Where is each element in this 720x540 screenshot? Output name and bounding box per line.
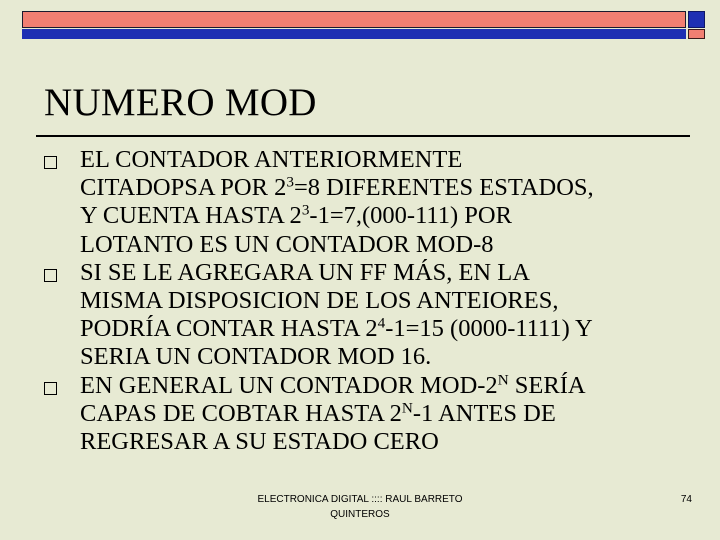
header-square-blue: [688, 11, 705, 28]
superscript-exponent: 4: [377, 314, 386, 332]
bullet-text: CITADOPSA POR 2: [80, 174, 287, 202]
bullet-line: [80, 259, 694, 287]
bullet-item: [44, 372, 694, 457]
bullet-text: PODRÍA CONTAR HASTA 2: [80, 315, 378, 343]
footer-line-2: QUINTEROS: [330, 509, 390, 520]
bullet-text: MISMA DISPOSICION DE LOS ANTEIORES,: [80, 287, 559, 315]
bullet-text: EL CONTADOR ANTERIORMENTE: [80, 146, 463, 173]
page-number: 74: [680, 494, 692, 505]
superscript-exponent: 3: [301, 202, 310, 220]
header-bar-red: [22, 11, 686, 28]
bullet-line: [80, 428, 694, 456]
superscript-exponent: 3: [286, 173, 294, 191]
bullet-text: SERÍA: [508, 371, 586, 399]
bullet-text: SI SE LE AGREGARA UN FF MÁS, EN LA: [80, 258, 530, 286]
bullet-text: CAPAS DE COBTAR HASTA 2: [80, 399, 402, 427]
superscript-exponent: N: [497, 371, 509, 389]
bullet-text: LOTANTO ES UN CONTADOR MOD-8: [80, 230, 494, 258]
title-underline: [36, 135, 690, 137]
bullet-square-icon: [44, 382, 57, 395]
bullet-text: REGRESAR A SU ESTADO CERO: [80, 428, 439, 456]
bullet-square-icon: [44, 269, 57, 282]
bullet-text: -1 ANTES DE: [412, 399, 556, 427]
footer-line-1: ELECTRONICA DIGITAL :::: RAUL BARRETO: [257, 494, 463, 505]
bullet-square-icon: [44, 156, 57, 169]
bullet-text: EN GENERAL UN CONTADOR MOD-2: [80, 371, 498, 399]
bullet-line: [80, 400, 694, 428]
bullet-line: [80, 174, 694, 202]
slide-title: NUMERO MOD: [44, 81, 317, 124]
superscript-exponent: N: [401, 399, 413, 417]
bullet-list: [44, 146, 694, 456]
bullet-line: [80, 231, 694, 259]
bullet-line: [80, 372, 694, 400]
bullet-text: -1=15 (0000-1111) Y: [385, 315, 593, 343]
header-square-red: [688, 29, 705, 39]
bullet-line: [80, 343, 694, 371]
bullet-line: [80, 146, 694, 174]
bullet-line: [80, 287, 694, 315]
bullet-item: [44, 259, 694, 372]
bullet-text: SERIA UN CONTADOR MOD 16.: [80, 343, 432, 371]
bullet-line: [80, 315, 694, 343]
bullet-text: -1=7,(000-111) POR: [309, 202, 512, 230]
bullet-text: =8 DIFERENTES ESTADOS,: [293, 174, 594, 202]
bullet-text: Y CUENTA HASTA 2: [80, 202, 302, 230]
bullet-line: [80, 202, 694, 230]
footer: [250, 492, 470, 522]
bullet-item: [44, 146, 694, 259]
header-bar-blue: [22, 29, 686, 39]
